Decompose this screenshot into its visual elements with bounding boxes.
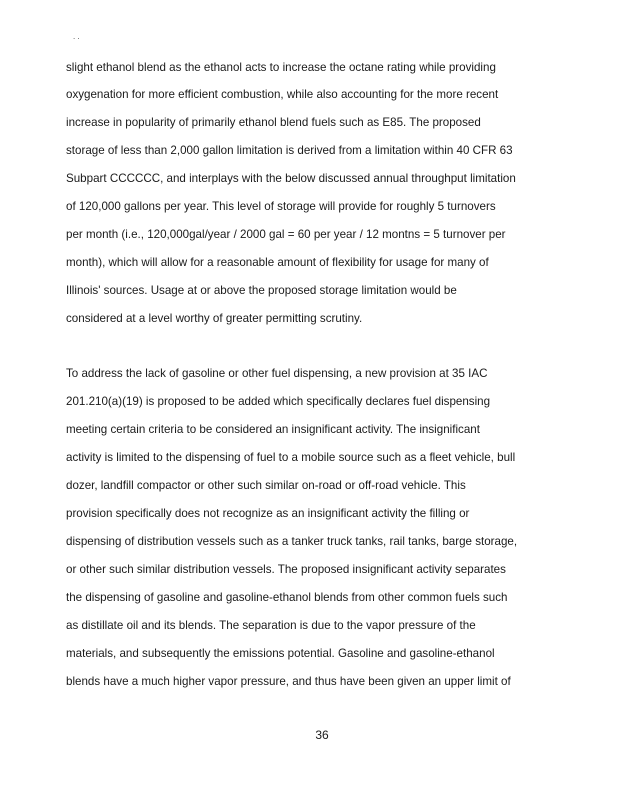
text-line: per month (i.e., 120,000gal/year / 2000 gal = 60 per year / 12 montns = 5 turnover per (66, 228, 506, 241)
text-line: provision specifically does not recognize as an insignificant activity the filling or (66, 507, 470, 520)
scan-specks: . . (73, 32, 80, 41)
text-line: slight ethanol blend as the ethanol acts to increase the octane rating while providing (66, 61, 496, 74)
text-line: month), which will allow for a reasonable amount of flexibility for usage for many of (66, 256, 489, 269)
text-line: of 120,000 gallons per year. This level of storage will provide for roughly 5 turnovers (66, 200, 496, 213)
text-line: or other such similar distribution vessels. The proposed insignificant activity separates (66, 563, 506, 576)
text-line: meeting certain criteria to be considered an insignificant activity. The insignificant (66, 423, 480, 436)
text-line: increase in popularity of primarily ethanol blend fuels such as E85. The proposed (66, 116, 481, 129)
text-line: as distillate oil and its blends. The separation is due to the vapor pressure of the (66, 619, 476, 632)
text-line: blends have a much higher vapor pressure, and thus have been given an upper limit of (66, 675, 511, 688)
text-line: materials, and subsequently the emissions potential. Gasoline and gasoline-ethanol (66, 647, 495, 660)
text-line: To address the lack of gasoline or other fuel dispensing, a new provision at 35 IAC (66, 367, 488, 380)
page-number: 36 (315, 728, 329, 742)
text-line: Subpart CCCCCC, and interplays with the below discussed annual throughput limitation (66, 172, 516, 185)
text-line: storage of less than 2,000 gallon limitation is derived from a limitation within 40 CFR 63 (66, 144, 513, 157)
text-line: activity is limited to the dispensing of fuel to a mobile source such as a fleet vehicle, bull (66, 451, 516, 464)
text-line: dozer, landfill compactor or other such similar on-road or off-road vehicle. This (66, 479, 466, 492)
text-line: the dispensing of gasoline and gasoline-ethanol blends from other common fuels such (66, 591, 508, 604)
text-line: dispensing of distribution vessels such as a tanker truck tanks, rail tanks, barge storage, (66, 535, 518, 548)
text-line: oxygenation for more efficient combustion, while also accounting for the more recent (66, 88, 499, 101)
text-line: Illinois' sources. Usage at or above the proposed storage limitation would be (66, 284, 457, 297)
text-line: considered at a level worthy of greater permitting scrutiny. (66, 312, 363, 325)
text-line: 201.210(a)(19) is proposed to be added which specifically declares fuel dispensing (66, 395, 491, 408)
